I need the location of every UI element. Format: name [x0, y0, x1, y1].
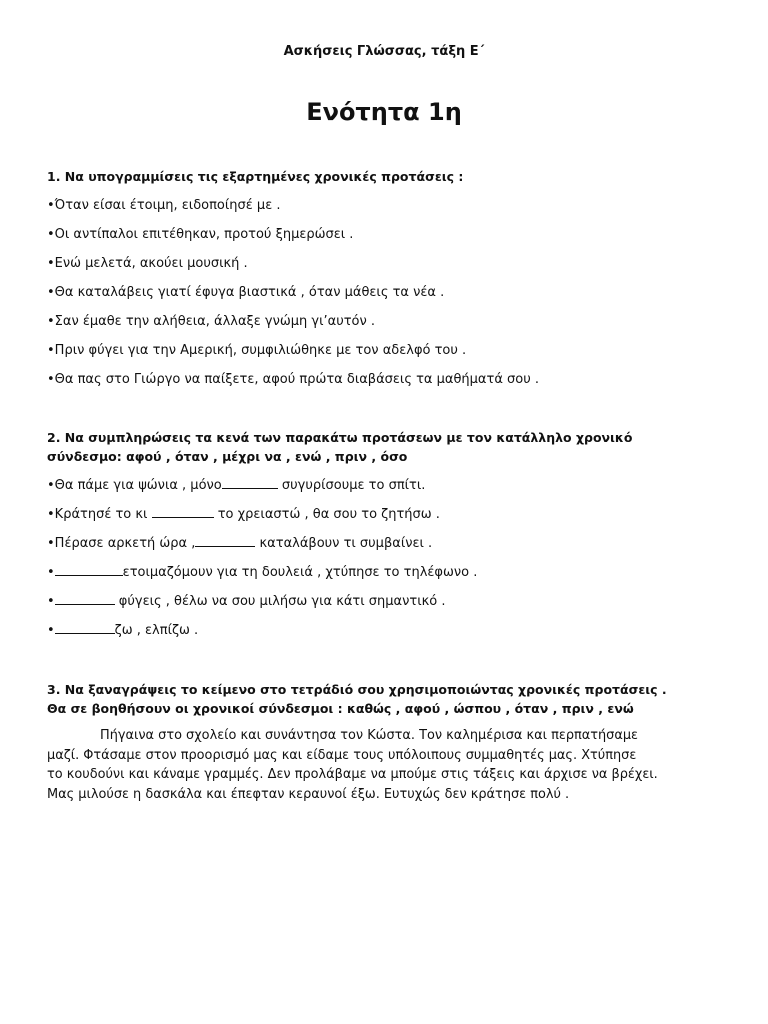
fill-in-blank[interactable]	[55, 593, 115, 605]
exercise-1-item: •Ενώ μελετά, ακούει μουσική .	[47, 256, 248, 271]
item-text-after: συγυρίσουμε το σπίτι.	[277, 478, 426, 493]
fill-in-blank[interactable]	[152, 506, 214, 518]
item-text-after: το χρειαστώ , θα σου το ζητήσω .	[213, 507, 440, 522]
exercise-2-item	[47, 592, 737, 611]
exercise-1-item: •Όταν είσαι έτοιμη, ειδοποίησέ με .	[47, 198, 281, 213]
page-title: Ενότητα 1η	[306, 98, 462, 126]
item-text-before: •Πέρασε αρκετή ώρα ,	[47, 536, 196, 551]
exercise-2-item	[47, 563, 737, 582]
fill-in-blank[interactable]	[55, 564, 123, 576]
exercise-2-item	[47, 621, 737, 640]
paragraph-line: Πήγαινα στο σχολείο και συνάντησα τον Κώστα. Τον καλημέρισα και περπατήσαμε	[100, 728, 639, 743]
paragraph-line: μαζί. Φτάσαμε στον προορισμό μας και είδαμε τους υπόλοιπους συμμαθητές μας. Χτύπησε	[47, 747, 637, 763]
exercise-3-heading-connectives: Θα σε βοηθήσουν οι χρονικοί σύνδεσμοι : καθώς , αφού , ώσπου , όταν , πριν , ενώ	[47, 701, 634, 716]
exercise-1-item: •Πριν φύγει για την Αμερική, συμφιλιώθηκε με τον αδελφό του .	[47, 343, 467, 358]
exercise-2-heading: 2. Να συμπληρώσεις τα κενά των παρακάτω προτάσεων με τον κατάλληλο χρονικό	[47, 430, 633, 445]
item-text-after: φύγεις , θέλω να σου μιλήσω για κάτι σημαντικό .	[114, 594, 446, 609]
fill-in-blank[interactable]	[195, 535, 255, 547]
exercise-1-item: •Θα πας στο Γιώργο να παίξετε, αφού πρώτα διαβάσεις τα μαθήματά σου .	[47, 372, 539, 387]
exercise-2-heading-connectives: σύνδεσμο: αφού , όταν , μέχρι να , ενώ , πριν , όσο	[47, 449, 408, 464]
exercise-2-item	[47, 476, 737, 495]
item-text-after: ζω , ελπίζω .	[114, 623, 199, 638]
exercise-1-item: •Οι αντίπαλοι επιτέθηκαν, προτού ξημερώσει .	[47, 227, 354, 242]
exercise-3-paragraph	[47, 726, 747, 804]
exercise-3-heading: 3. Να ξαναγράψεις το κείμενο στο τετράδιό σου χρησιμοποιώντας χρονικές προτάσεις .	[47, 682, 667, 697]
exercise-1-item: •Θα καταλάβεις γιατί έφυγα βιαστικά , όταν μάθεις τα νέα .	[47, 285, 445, 300]
paragraph-line: το κουδούνι και κάναμε γραμμές. Δεν προλάβαμε να μπούμε στις τάξεις και άρχισε να βρέχει.	[47, 767, 658, 782]
item-text-before: •	[47, 623, 55, 638]
fill-in-blank[interactable]	[222, 477, 278, 489]
item-text-after: ετοιμαζόμουν για τη δουλειά , χτύπησε το τηλέφωνο .	[122, 565, 478, 580]
item-text-after: καταλάβουν τι συμβαίνει .	[255, 536, 433, 551]
fill-in-blank[interactable]	[55, 622, 115, 634]
paragraph-line: Μας μιλούσε η δασκάλα και έπεφταν κεραυνοί έξω. Ευτυχώς δεν κράτησε πολύ .	[47, 786, 570, 802]
item-text-before: •	[47, 565, 55, 580]
item-text-before: •	[47, 594, 55, 609]
document-header: Ασκήσεις Γλώσσας, τάξη Ε΄	[283, 44, 485, 59]
exercise-2-item	[47, 534, 737, 553]
item-text-before: •Κράτησέ το κι	[47, 507, 152, 522]
item-text-before: •Θα πάμε για ψώνια , μόνο	[47, 478, 222, 493]
exercise-2-item	[47, 505, 737, 524]
exercise-1-item: •Σαν έμαθε την αλήθεια, άλλαξε γνώμη γι’αυτόν .	[47, 314, 376, 329]
exercise-1-heading: 1. Να υπογραμμίσεις τις εξαρτημένες χρονικές προτάσεις :	[47, 169, 464, 184]
